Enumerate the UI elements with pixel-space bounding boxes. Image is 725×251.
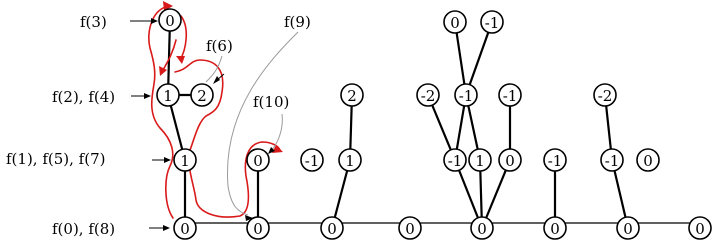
node-label: -1 (447, 152, 463, 170)
node-label: -1 (304, 152, 320, 170)
node-label: 0 (180, 220, 190, 238)
f-label: f(2), f(4) (52, 88, 116, 106)
node-label: -1 (547, 152, 563, 170)
f-label: f(10) (253, 93, 290, 111)
node-label: 0 (695, 220, 705, 238)
node-label: -1 (604, 152, 620, 170)
f-label: f(6) (206, 37, 233, 55)
callout-lines (206, 32, 298, 215)
node-label: 2 (197, 87, 207, 105)
node-label: 0 (405, 220, 415, 238)
tree-node (247, 149, 269, 171)
node-label: 1 (163, 87, 173, 105)
node-label: 1 (475, 152, 485, 170)
f-label: f(0), f(8) (52, 220, 116, 238)
node-label: -1 (484, 14, 500, 32)
node-label: 2 (347, 87, 357, 105)
path-arrowhead (176, 56, 185, 64)
path-arrowhead (159, 66, 167, 76)
node-label: 1 (180, 152, 190, 170)
tree-node (637, 149, 659, 171)
tree-node (174, 217, 196, 239)
tree-node (191, 84, 213, 106)
tree-node (499, 149, 521, 171)
tree-node (321, 217, 343, 239)
pointer-arrowhead (213, 76, 220, 84)
node-label: -1 (502, 87, 518, 105)
node-label: 0 (550, 220, 560, 238)
pointer-arrowhead (163, 225, 170, 231)
tree-node (159, 9, 181, 31)
tree-node (339, 149, 361, 171)
tree-node (341, 84, 363, 106)
tree-node (471, 217, 493, 239)
tree-node (544, 149, 566, 171)
tree-node (594, 84, 616, 106)
pointer-arrowhead (164, 157, 171, 163)
tree-node (544, 217, 566, 239)
f-label: f(9) (284, 13, 311, 31)
node-label: 1 (345, 152, 355, 170)
pointer-arrowhead (151, 18, 158, 24)
node-label: 0 (327, 220, 337, 238)
tree-node (601, 149, 623, 171)
node-label: 0 (253, 220, 263, 238)
tree-node (689, 217, 711, 239)
tree-node (499, 84, 521, 106)
pointer-arrowhead (144, 93, 151, 99)
tree-node (617, 217, 639, 239)
tree-node (455, 84, 477, 106)
tree-node (301, 149, 323, 171)
tree-node (444, 149, 466, 171)
node-label: 0 (623, 220, 633, 238)
node-label: 0 (643, 152, 653, 170)
f-label: f(3) (80, 13, 107, 31)
node-label: 0 (505, 152, 515, 170)
label-pointers (130, 18, 275, 231)
node-layer (157, 9, 711, 239)
tree-node (399, 217, 421, 239)
tree-node (481, 11, 503, 33)
node-label: 0 (450, 14, 460, 32)
node-label: 0 (165, 12, 175, 30)
node-label: -1 (458, 87, 474, 105)
node-label: -2 (597, 87, 613, 105)
tree-node (444, 11, 466, 33)
tree-node (174, 149, 196, 171)
node-label: 0 (477, 220, 487, 238)
f-label: f(1), f(5), f(7) (6, 150, 106, 168)
tree-node (157, 84, 179, 106)
tree-node (417, 84, 439, 106)
node-label: -2 (420, 87, 436, 105)
edge-layer (168, 20, 628, 228)
tree-node (469, 149, 491, 171)
tree-node (247, 217, 269, 239)
node-label: 0 (253, 152, 263, 170)
